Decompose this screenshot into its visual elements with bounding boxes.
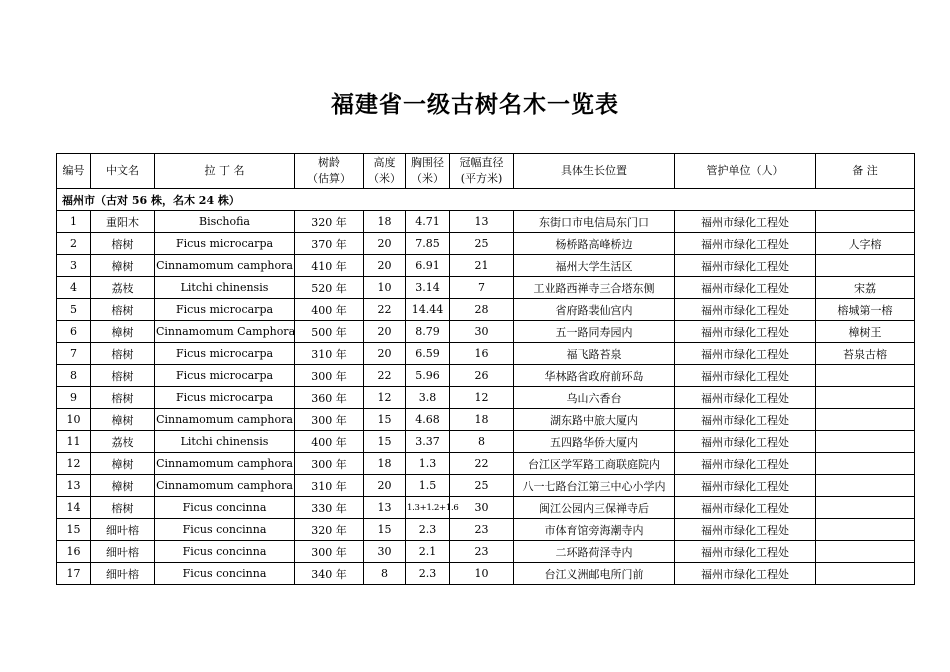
- cell-age: 320 年: [295, 519, 364, 541]
- cell-height: 12: [364, 387, 406, 409]
- cell-latin-name: Ficus microcarpa: [155, 343, 295, 365]
- cell-latin-name: Ficus microcarpa: [155, 233, 295, 255]
- table-row: [57, 431, 915, 453]
- cell-dbh: 4.68: [406, 409, 450, 431]
- cell-no: 2: [57, 233, 91, 255]
- cell-location: 工业路西禅寺三合塔东侧: [514, 277, 675, 299]
- cell-note: [816, 431, 915, 453]
- cell-dbh: 2.3: [406, 563, 450, 585]
- cell-dbh: 3.8: [406, 387, 450, 409]
- cell-location: 台江义洲邮电所门前: [514, 563, 675, 585]
- header-crown: 冠幅直径 (平方米): [450, 154, 514, 189]
- cell-height: 22: [364, 299, 406, 321]
- cell-note: 苔泉古榕: [816, 343, 915, 365]
- cell-crown: 25: [450, 233, 514, 255]
- cell-no: 8: [57, 365, 91, 387]
- cell-cn-name: 榕树: [91, 299, 155, 321]
- cell-crown: 10: [450, 563, 514, 585]
- table-row: [57, 321, 915, 343]
- cell-age: 330 年: [295, 497, 364, 519]
- cell-cn-name: 细叶榕: [91, 541, 155, 563]
- page-title: 福建省一级古树名木一览表: [331, 91, 619, 118]
- cell-cn-name: 樟树: [91, 255, 155, 277]
- cell-no: 7: [57, 343, 91, 365]
- cell-location: 八一七路台江第三中心小学内: [514, 475, 675, 497]
- cell-height: 8: [364, 563, 406, 585]
- cell-cn-name: 榕树: [91, 365, 155, 387]
- cell-location: 台江区学军路工商联庭院内: [514, 453, 675, 475]
- ancient-trees-table: [56, 153, 915, 585]
- cell-dbh: 14.44: [406, 299, 450, 321]
- cell-age: 320 年: [295, 211, 364, 233]
- cell-note: [816, 387, 915, 409]
- table-row: [57, 475, 915, 497]
- table-row: [57, 211, 915, 233]
- cell-note: 榕城第一榕: [816, 299, 915, 321]
- cell-location: 福飞路苔泉: [514, 343, 675, 365]
- cell-crown: 16: [450, 343, 514, 365]
- cell-crown: 25: [450, 475, 514, 497]
- cell-manager: 福州市绿化工程处: [675, 277, 816, 299]
- cell-no: 5: [57, 299, 91, 321]
- cell-note: [816, 255, 915, 277]
- cell-cn-name: 荔枝: [91, 431, 155, 453]
- cell-note: [816, 541, 915, 563]
- table-row: [57, 519, 915, 541]
- cell-height: 10: [364, 277, 406, 299]
- header-row: [57, 154, 915, 189]
- cell-location: 二环路荷泽寺内: [514, 541, 675, 563]
- cell-location: 乌山六香台: [514, 387, 675, 409]
- header-location: 具体生长位置: [514, 154, 675, 189]
- table-row: [57, 453, 915, 475]
- cell-cn-name: 细叶榕: [91, 563, 155, 585]
- cell-crown: 30: [450, 497, 514, 519]
- cell-height: 30: [364, 541, 406, 563]
- cell-manager: 福州市绿化工程处: [675, 343, 816, 365]
- cell-latin-name: Ficus microcarpa: [155, 299, 295, 321]
- cell-age: 340 年: [295, 563, 364, 585]
- cell-dbh: 7.85: [406, 233, 450, 255]
- cell-latin-name: Ficus microcarpa: [155, 365, 295, 387]
- cell-cn-name: 重阳木: [91, 211, 155, 233]
- cell-crown: 28: [450, 299, 514, 321]
- cell-no: 17: [57, 563, 91, 585]
- header-latin-name: 拉 丁 名: [155, 154, 295, 189]
- header-age: 树龄 （估算）: [295, 154, 364, 189]
- cell-dbh: 4.71: [406, 211, 450, 233]
- cell-note: 樟树王: [816, 321, 915, 343]
- table-row: [57, 233, 915, 255]
- cell-dbh: 2.3: [406, 519, 450, 541]
- table-row: [57, 387, 915, 409]
- header-cn-name: 中文名: [91, 154, 155, 189]
- cell-manager: 福州市绿化工程处: [675, 409, 816, 431]
- header-no: 编号: [57, 154, 91, 189]
- cell-note: [816, 475, 915, 497]
- cell-dbh: 1.3+1.2+1.6: [406, 497, 450, 519]
- cell-cn-name: 樟树: [91, 321, 155, 343]
- cell-note: [816, 365, 915, 387]
- cell-dbh: 2.1: [406, 541, 450, 563]
- cell-dbh: 3.37: [406, 431, 450, 453]
- header-note: 备 注: [816, 154, 915, 189]
- cell-crown: 22: [450, 453, 514, 475]
- cell-cn-name: 樟树: [91, 453, 155, 475]
- cell-location: 五一路同寿园内: [514, 321, 675, 343]
- cell-crown: 12: [450, 387, 514, 409]
- cell-manager: 福州市绿化工程处: [675, 299, 816, 321]
- cell-age: 300 年: [295, 541, 364, 563]
- cell-crown: 13: [450, 211, 514, 233]
- table-row: [57, 563, 915, 585]
- cell-latin-name: Cinnamomum camphora: [155, 453, 295, 475]
- cell-latin-name: Ficus concinna: [155, 497, 295, 519]
- cell-age: 370 年: [295, 233, 364, 255]
- cell-height: 20: [364, 233, 406, 255]
- cell-latin-name: Litchi chinensis: [155, 431, 295, 453]
- cell-manager: 福州市绿化工程处: [675, 497, 816, 519]
- cell-height: 13: [364, 497, 406, 519]
- cell-note: [816, 453, 915, 475]
- cell-height: 20: [364, 343, 406, 365]
- cell-dbh: 6.91: [406, 255, 450, 277]
- cell-dbh: 6.59: [406, 343, 450, 365]
- cell-height: 18: [364, 211, 406, 233]
- cell-manager: 福州市绿化工程处: [675, 519, 816, 541]
- cell-age: 310 年: [295, 343, 364, 365]
- cell-no: 10: [57, 409, 91, 431]
- region-row: [57, 189, 915, 211]
- cell-height: 22: [364, 365, 406, 387]
- cell-age: 310 年: [295, 475, 364, 497]
- cell-crown: 7: [450, 277, 514, 299]
- cell-location: 闽江公园内三保禅寺后: [514, 497, 675, 519]
- cell-cn-name: 樟树: [91, 409, 155, 431]
- cell-age: 410 年: [295, 255, 364, 277]
- header-height: 高度 （米）: [364, 154, 406, 189]
- cell-no: 13: [57, 475, 91, 497]
- cell-latin-name: Ficus concinna: [155, 519, 295, 541]
- cell-latin-name: Bischofia: [155, 211, 295, 233]
- cell-age: 500 年: [295, 321, 364, 343]
- cell-height: 15: [364, 409, 406, 431]
- cell-latin-name: Ficus microcarpa: [155, 387, 295, 409]
- cell-note: [816, 563, 915, 585]
- cell-dbh: 3.14: [406, 277, 450, 299]
- cell-no: 11: [57, 431, 91, 453]
- cell-cn-name: 细叶榕: [91, 519, 155, 541]
- table-row: [57, 541, 915, 563]
- cell-note: [816, 211, 915, 233]
- cell-manager: 福州市绿化工程处: [675, 541, 816, 563]
- cell-crown: 30: [450, 321, 514, 343]
- cell-cn-name: 榕树: [91, 233, 155, 255]
- table-row: [57, 277, 915, 299]
- cell-no: 9: [57, 387, 91, 409]
- cell-dbh: 5.96: [406, 365, 450, 387]
- cell-latin-name: Cinnamomum camphora: [155, 475, 295, 497]
- cell-cn-name: 榕树: [91, 497, 155, 519]
- cell-manager: 福州市绿化工程处: [675, 563, 816, 585]
- cell-manager: 福州市绿化工程处: [675, 475, 816, 497]
- cell-note: [816, 497, 915, 519]
- cell-crown: 23: [450, 519, 514, 541]
- cell-crown: 8: [450, 431, 514, 453]
- cell-cn-name: 荔枝: [91, 277, 155, 299]
- cell-location: 市体育馆旁海潮寺内: [514, 519, 675, 541]
- cell-age: 400 年: [295, 431, 364, 453]
- cell-no: 15: [57, 519, 91, 541]
- cell-manager: 福州市绿化工程处: [675, 431, 816, 453]
- cell-location: 华林路省政府前环岛: [514, 365, 675, 387]
- cell-latin-name: Cinnamomum Camphora: [155, 321, 295, 343]
- cell-location: 省府路裴仙宫内: [514, 299, 675, 321]
- table-row: [57, 299, 915, 321]
- cell-manager: 福州市绿化工程处: [675, 255, 816, 277]
- cell-height: 20: [364, 321, 406, 343]
- cell-height: 15: [364, 431, 406, 453]
- table-row: [57, 365, 915, 387]
- cell-age: 400 年: [295, 299, 364, 321]
- cell-location: 东街口市电信局东门口: [514, 211, 675, 233]
- cell-height: 18: [364, 453, 406, 475]
- table-row: [57, 343, 915, 365]
- cell-height: 15: [364, 519, 406, 541]
- cell-age: 520 年: [295, 277, 364, 299]
- cell-dbh: 1.5: [406, 475, 450, 497]
- cell-manager: 福州市绿化工程处: [675, 365, 816, 387]
- cell-height: 20: [364, 475, 406, 497]
- region-label: 福州市（古对 56 株，名木 24 株）: [57, 189, 915, 211]
- header-manager: 管护单位（人）: [675, 154, 816, 189]
- cell-no: 16: [57, 541, 91, 563]
- table-row: [57, 255, 915, 277]
- cell-crown: 23: [450, 541, 514, 563]
- cell-age: 300 年: [295, 365, 364, 387]
- cell-no: 12: [57, 453, 91, 475]
- table-row: [57, 497, 915, 519]
- cell-no: 14: [57, 497, 91, 519]
- cell-latin-name: Ficus concinna: [155, 563, 295, 585]
- cell-cn-name: 榕树: [91, 387, 155, 409]
- cell-location: 湖东路中旅大厦内: [514, 409, 675, 431]
- cell-age: 300 年: [295, 453, 364, 475]
- cell-latin-name: Cinnamomum camphora: [155, 409, 295, 431]
- cell-note: 宋荔: [816, 277, 915, 299]
- cell-note: [816, 519, 915, 541]
- table-row: [57, 409, 915, 431]
- cell-location: 五四路华侨大厦内: [514, 431, 675, 453]
- cell-no: 6: [57, 321, 91, 343]
- cell-location: 福州大学生活区: [514, 255, 675, 277]
- cell-manager: 福州市绿化工程处: [675, 387, 816, 409]
- cell-location: 杨桥路高峰桥边: [514, 233, 675, 255]
- cell-cn-name: 樟树: [91, 475, 155, 497]
- cell-height: 20: [364, 255, 406, 277]
- cell-manager: 福州市绿化工程处: [675, 233, 816, 255]
- cell-note: [816, 409, 915, 431]
- cell-manager: 福州市绿化工程处: [675, 211, 816, 233]
- cell-crown: 18: [450, 409, 514, 431]
- cell-latin-name: Ficus concinna: [155, 541, 295, 563]
- cell-latin-name: Litchi chinensis: [155, 277, 295, 299]
- cell-no: 1: [57, 211, 91, 233]
- cell-no: 3: [57, 255, 91, 277]
- cell-dbh: 8.79: [406, 321, 450, 343]
- cell-crown: 21: [450, 255, 514, 277]
- cell-note: 人字榕: [816, 233, 915, 255]
- cell-manager: 福州市绿化工程处: [675, 453, 816, 475]
- cell-dbh: 1.3: [406, 453, 450, 475]
- header-dbh: 胸围径 （米）: [406, 154, 450, 189]
- cell-latin-name: Cinnamomum camphora: [155, 255, 295, 277]
- cell-crown: 26: [450, 365, 514, 387]
- cell-manager: 福州市绿化工程处: [675, 321, 816, 343]
- cell-cn-name: 榕树: [91, 343, 155, 365]
- cell-age: 300 年: [295, 409, 364, 431]
- cell-no: 4: [57, 277, 91, 299]
- cell-age: 360 年: [295, 387, 364, 409]
